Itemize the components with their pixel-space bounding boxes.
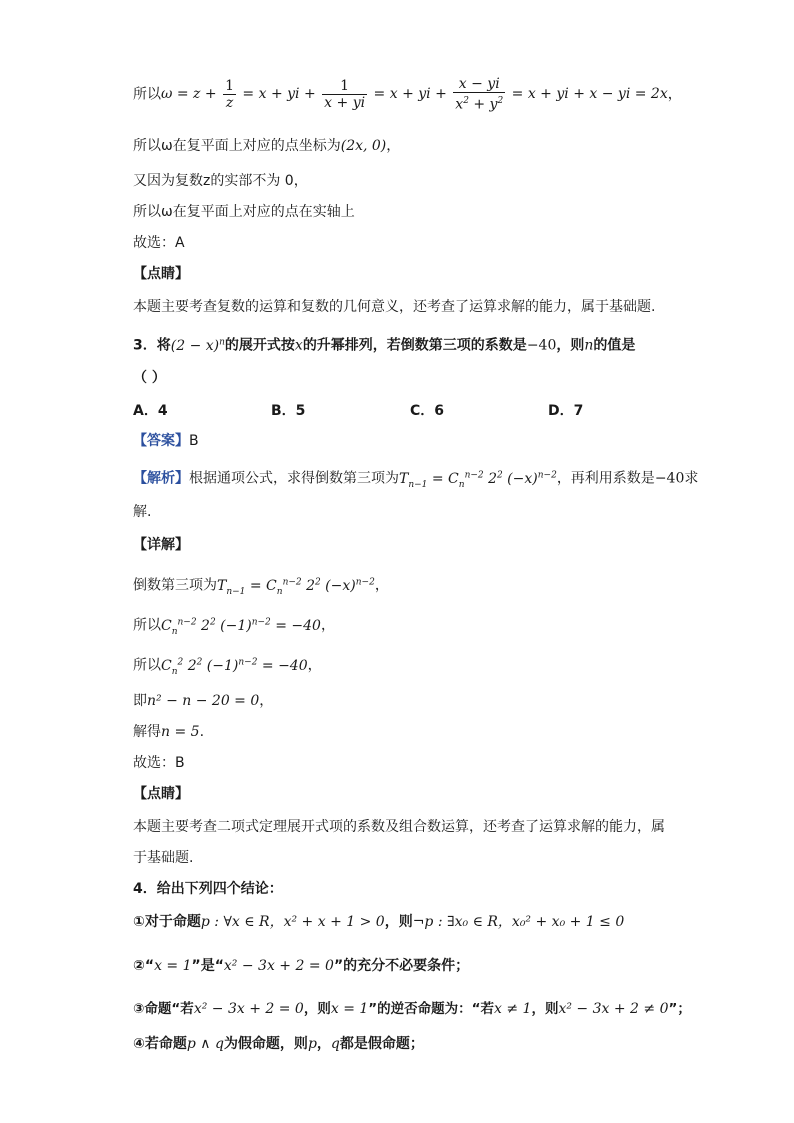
q3-stem-part-b: 的展开式按	[224, 337, 295, 354]
q4-conclusion-2: ②“x = 1”是“x² − 3x + 2 = 0”的充分不必要条件；	[133, 958, 470, 974]
fraction-1-over-x-plus-yi: $\frac{1}{x + yi}$	[324, 77, 366, 111]
q3-step-1-formula: $T_{n-1} = C_n^{n-2}$ $2^2$ $(-x)^{n-2}$	[217, 577, 375, 597]
q3-var-n: n	[584, 337, 594, 354]
q3-detail-tag: 【详解】	[133, 537, 189, 553]
conclusion-line: 所以ω在复平面上对应的点在实轴上	[133, 204, 355, 220]
q3-analysis-part-b: ，再利用系数是	[556, 470, 655, 487]
q4-c1-negation: ¬p : ∃x₀ ∈ R，x₀² + x₀ + 1 ≤ 0	[412, 914, 625, 930]
q3-stem-part-a: 3．将	[133, 337, 171, 354]
q4-conclusion-4: ④若命题p ∧ q为假命题，则p，q都是假命题；	[133, 1036, 424, 1052]
q3-analysis-coefficient: −40	[654, 470, 685, 487]
q4-conclusion-3: ③命题“若x² − 3x + 2 = 0，则x = 1”的逆否命题为：“若x ≠ 1，则x² − 3x + 2 ≠ 0”；	[133, 1001, 691, 1017]
q3-step-3-formula: $C_n^2$ $2^2$ $(-1)^{n-2} = -40$	[161, 657, 308, 677]
omega-formula: ω = z + $\frac{1}{z}$ = x + yi + $\frac{1}{x + yi}$ = x + yi + $\frac{x - yi}{x^2 + y^2}$ = x + yi + x − yi = 2x	[161, 76, 668, 113]
q3-analysis-part-c: 求	[684, 470, 699, 487]
q3-option-a[interactable]: A．4	[133, 403, 168, 419]
question-4-stem: 4．给出下列四个结论：	[133, 881, 283, 897]
q3-remark-tag: 【点睛】	[133, 786, 189, 802]
q3-analysis-part-a: 根据通项公式，求得倒数第三项为	[189, 470, 399, 487]
q3-var-x: x	[294, 337, 303, 354]
q3-answer-tag: 【答案】	[133, 433, 189, 449]
q3-coefficient: −40	[526, 337, 557, 354]
q3-paren: （ ）	[133, 370, 166, 386]
q3-step-3: 所以$C_n^2$ $2^2$ $(-1)^{n-2} = -40$，	[133, 657, 322, 677]
q3-step-2: 所以$C_n^{n-2}$ $2^2$ $(-1)^{n-2} = -40$，	[133, 617, 335, 637]
q3-step-5-formula: n = 5	[161, 724, 200, 740]
q4-conclusion-1: ①对于命题p : ∀x ∈ R，x² + x + 1 > 0，则¬p : ∃x₀ ∈ R，x₀² + x₀ + 1 ≤ 0	[133, 914, 625, 930]
q3-option-d[interactable]: D．7	[548, 403, 584, 419]
omega-prefix: 所以	[133, 86, 161, 103]
q3-expression: $(2 - x)^n$	[170, 337, 225, 354]
q3-analysis-line-2: 解.	[133, 504, 152, 520]
fraction-1-over-z: $\frac{1}{z}$	[225, 77, 234, 111]
omega-equation-line	[133, 76, 682, 113]
real-part-line: 又因为复数z的实部不为 0，	[133, 173, 308, 189]
q3-step-2-formula: $C_n^{n-2}$ $2^2$ $(-1)^{n-2} = -40$	[161, 617, 321, 637]
q3-option-c[interactable]: C．6	[410, 403, 445, 419]
q3-remark-line-2: 于基础题.	[133, 850, 194, 866]
q3-remark-line-1: 本题主要考查二项式定理展开式项的系数及组合数运算，还考查了运算求解的能力，属	[133, 819, 665, 835]
coordinate-line	[133, 137, 400, 155]
coordinate-value: (2x, 0)	[340, 138, 387, 154]
q4-c1-expression: p : ∀x ∈ R，x² + x + 1 > 0	[200, 914, 385, 930]
q3-analysis-formula: $T_{n-1} = C_n^{n-2}$ $2^2$ $(-x)^{n-2}$	[399, 470, 557, 490]
omega-suffix: ，	[667, 86, 682, 103]
remark-text-2: 本题主要考查复数的运算和复数的几何意义，还考查了运算求解的能力，属于基础题.	[133, 299, 656, 315]
coordinate-text: 所以ω在复平面上对应的点坐标为	[133, 138, 341, 154]
q3-answer-line	[133, 432, 199, 450]
q3-analysis-tag: 【解析】	[133, 470, 189, 487]
remark-tag-2: 【点睛】	[133, 266, 189, 282]
q3-step-5: 解得n = 5.	[133, 724, 205, 740]
answer-line-2: 故选：A	[133, 235, 185, 251]
fraction-conjugate: $\frac{x - yi}{x^2 + y^2}$	[455, 76, 504, 113]
q3-choose-line: 故选：B	[133, 755, 185, 771]
q3-step-4: 即n² − n − 20 = 0，	[133, 693, 274, 709]
q3-analysis-line	[133, 466, 698, 493]
q3-stem-part-c: 的升幂排列，若倒数第三项的系数是	[302, 337, 527, 354]
question-3-stem	[133, 333, 635, 355]
q3-step-4-formula: n² − n − 20 = 0	[147, 693, 260, 709]
coordinate-suffix: ，	[386, 138, 401, 154]
q3-option-b[interactable]: B．5	[271, 403, 306, 419]
q3-stem-part-e: 的值是	[593, 337, 636, 354]
q3-stem-part-d: ，则	[556, 337, 585, 354]
q3-step-1: 倒数第三项为$T_{n-1} = C_n^{n-2}$ $2^2$ $(-x)^{n-2}$，	[133, 577, 389, 597]
q3-answer-value: B	[189, 433, 199, 449]
